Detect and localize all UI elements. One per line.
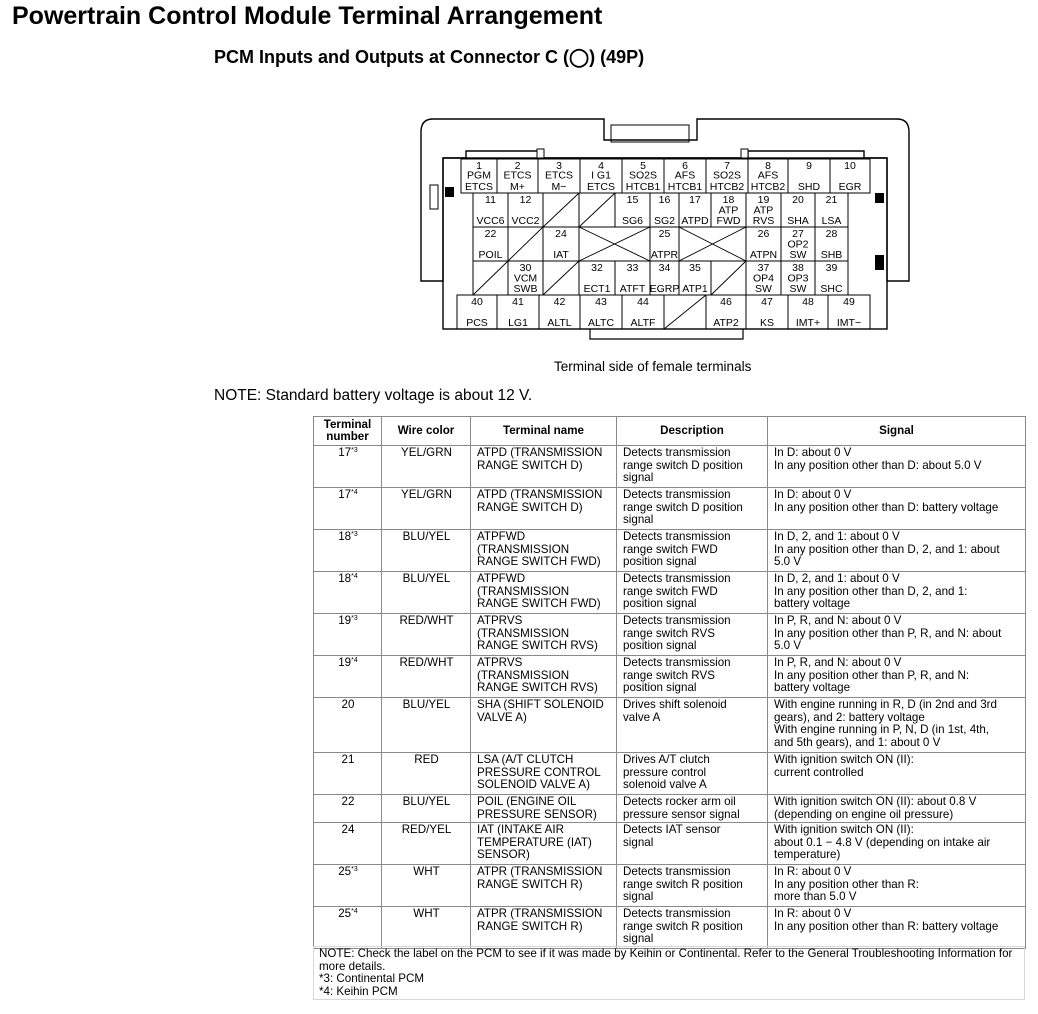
cell-terminal-number: 20 — [314, 698, 382, 753]
terminal-label: FWD — [716, 215, 741, 227]
terminal-label: ATP — [753, 204, 774, 217]
cell-description: Detects transmission range switch R position signal — [617, 865, 768, 907]
header-terminal-name: Terminal name — [471, 417, 617, 446]
table-row — [314, 795, 1026, 823]
terminal-label: M− — [551, 181, 567, 193]
terminal-label: HTCB1 — [625, 181, 661, 193]
terminal-number: 18 — [722, 194, 735, 206]
cell-signal: In P, R, and N: about 0 V In any position other than P, R, and N: about 5.0 V — [768, 614, 1026, 656]
terminal-label: OP4 — [752, 272, 775, 285]
cell-terminal-name: SHA (SHIFT SOLENOID VALVE A) — [471, 698, 617, 753]
terminal-label: SHC — [820, 283, 843, 295]
terminal-label: SHA — [787, 215, 809, 227]
terminal-label: ATP2 — [713, 317, 739, 329]
table-row — [314, 530, 1026, 572]
terminal-label: OP2 — [787, 238, 809, 251]
terminal-number: 30 — [519, 262, 532, 274]
terminal-label: SHD — [797, 181, 821, 193]
terminal-label: VCM — [513, 272, 538, 285]
footnote-marker: *3 — [351, 615, 358, 622]
cell-signal: In D, 2, and 1: about 0 V In any position other than D, 2, and 1: battery voltage — [768, 572, 1026, 614]
cell-terminal-name: ATPRVS (TRANSMISSION RANGE SWITCH RVS) — [471, 614, 617, 656]
terminal-label: HTCB1 — [667, 181, 703, 193]
cell-description: Detects transmission range switch R position signal — [617, 907, 768, 949]
footnote-marker: *4 — [351, 657, 358, 664]
cell-signal: In R: about 0 V In any position other than R: battery voltage — [768, 907, 1026, 949]
cell-terminal-name: ATPR (TRANSMISSION RANGE SWITCH R) — [471, 865, 617, 907]
terminal-number: 34 — [658, 262, 671, 274]
terminal-label: SO2S — [628, 169, 658, 182]
terminal-number: 22 — [484, 228, 497, 240]
cell-terminal-number: 18$^{*3}$ — [314, 530, 382, 572]
terminal-number: 39 — [825, 262, 838, 274]
cell-wire-color: BLU/YEL — [382, 795, 471, 823]
cell-terminal-name: ATPD (TRANSMISSION RANGE SWITCH D) — [471, 488, 617, 530]
terminal-label: EGRP — [649, 283, 680, 295]
terminal-number: 8 — [765, 160, 771, 172]
terminal-label: POIL — [478, 249, 503, 261]
page-title: Powertrain Control Module Terminal Arrangement — [12, 2, 603, 30]
terminal-number: 49 — [843, 296, 855, 308]
terminal-label: ATPN — [749, 249, 778, 261]
cell-wire-color: WHT — [382, 907, 471, 949]
cell-description: Detects IAT sensor signal — [617, 823, 768, 865]
terminal-label: IMT− — [836, 317, 862, 329]
cell-description: Detects transmission range switch RVS position signal — [617, 656, 768, 698]
terminal-label: ATP1 — [682, 283, 708, 295]
terminal-label: PGM — [467, 169, 491, 182]
terminal-number: 46 — [720, 296, 732, 308]
cell-terminal-name: POIL (ENGINE OIL PRESSURE SENSOR) — [471, 795, 617, 823]
terminal-label: ATPR — [650, 249, 679, 261]
terminal-label: RVS — [752, 215, 775, 227]
terminal-number: 27 — [792, 228, 804, 240]
cell-signal: With engine running in R, D (in 2nd and 3rd gears), and 2: battery voltage With engine running in P, N, D (in 1st, 4th, and 5th gears), and 1: about 0 V — [768, 698, 1026, 753]
table-row — [314, 614, 1026, 656]
terminal-number: 16 — [658, 194, 671, 206]
terminal-label: ALTC — [587, 317, 615, 329]
cell-wire-color: RED/WHT — [382, 614, 471, 656]
terminal-label: SW — [789, 249, 807, 261]
battery-voltage-note: NOTE: Standard battery voltage is about 12 V. — [214, 387, 533, 404]
terminal-number: 17 — [689, 194, 701, 206]
footnote-marker: *3 — [351, 447, 358, 454]
terminal-number: 33 — [626, 262, 639, 274]
cell-description: Detects transmission range switch D position signal — [617, 446, 768, 488]
terminal-label: SG2 — [653, 215, 676, 227]
footnote-marker: *3 — [351, 531, 358, 538]
cell-description: Detects rocker arm oil pressure sensor signal — [617, 795, 768, 823]
cell-wire-color: RED/YEL — [382, 823, 471, 865]
terminal-label: SO2S — [712, 169, 742, 182]
cell-signal: In R: about 0 V In any position other than R: more than 5.0 V — [768, 865, 1026, 907]
cell-terminal-number: 21 — [314, 753, 382, 795]
footnote-marker: *4 — [351, 573, 358, 580]
cell-wire-color: RED — [382, 753, 471, 795]
footnote-marker: *4 — [351, 908, 358, 916]
terminal-number: 43 — [595, 296, 607, 308]
cell-signal: In D, 2, and 1: about 0 V In any position other than D, 2, and 1: about 5.0 V — [768, 530, 1026, 572]
cell-terminal-name: ATPD (TRANSMISSION RANGE SWITCH D) — [471, 446, 617, 488]
cell-signal: In D: about 0 V In any position other than D: about 5.0 V — [768, 446, 1026, 488]
cell-terminal-number: 19$^{*3}$ — [314, 614, 382, 656]
cell-description: Detects transmission range switch FWD position signal — [617, 530, 768, 572]
terminal-number: 48 — [802, 296, 814, 308]
terminal-label: HTCB2 — [709, 181, 745, 193]
cell-terminal-name: IAT (INTAKE AIR TEMPERATURE (IAT) SENSOR) — [471, 823, 617, 865]
terminal-label: ECT1 — [583, 283, 611, 295]
terminal-signal-table — [313, 416, 1026, 949]
terminal-number: 12 — [519, 194, 532, 206]
footnote-marker: *4 — [351, 489, 358, 496]
blank-slash — [508, 227, 543, 261]
cell-wire-color: BLU/YEL — [382, 698, 471, 753]
connector-caption: Terminal side of female terminals — [554, 359, 752, 374]
cell-signal: With ignition switch ON (II): current controlled — [768, 753, 1026, 795]
terminal-number: 2 — [514, 160, 521, 172]
terminal-number: 21 — [825, 194, 838, 206]
cell-terminal-number: 24 — [314, 823, 382, 865]
terminal-label: VCC6 — [476, 215, 505, 227]
cell-signal: In P, R, and N: about 0 V In any position other than P, R, and N: battery voltage — [768, 656, 1026, 698]
footnotes — [313, 946, 1025, 1000]
cell-terminal-number: 19$^{*4}$ — [314, 656, 382, 698]
cell-terminal-name: ATPRVS (TRANSMISSION RANGE SWITCH RVS) — [471, 656, 617, 698]
terminal-label: PCS — [466, 317, 488, 329]
terminal-number: 44 — [637, 296, 649, 308]
table-header-row — [314, 417, 1026, 446]
table-row — [314, 823, 1026, 865]
cell-wire-color: YEL/GRN — [382, 446, 471, 488]
terminal-label: ATFT — [619, 283, 646, 295]
terminal-label: HTCB2 — [750, 181, 786, 193]
terminal-label: OP3 — [787, 272, 809, 285]
header-description: Description — [617, 417, 768, 446]
cell-terminal-number: 17$^{*4}$ — [314, 488, 382, 530]
cell-terminal-number: 25$^{*4}$ — [314, 907, 382, 949]
cell-wire-color: RED/WHT — [382, 656, 471, 698]
terminal-label: SW — [789, 283, 807, 295]
terminal-number: 1 — [476, 160, 482, 172]
terminal-label: ALTF — [630, 317, 656, 329]
terminal-label: ETCS — [544, 169, 574, 182]
terminal-number: 3 — [556, 160, 562, 172]
terminal-number: 20 — [792, 194, 804, 206]
cell-signal: With ignition switch ON (II): about 0.8 V (depending on engine oil pressure) — [768, 795, 1026, 823]
cell-terminal-name: LSA (A/T CLUTCH PRESSURE CONTROL SOLENOID VALVE A) — [471, 753, 617, 795]
cell-description: Detects transmission range switch D position signal — [617, 488, 768, 530]
terminal-label: AFS — [757, 169, 779, 182]
terminal-label: IAT — [553, 249, 569, 261]
blank-slash — [664, 295, 706, 329]
terminal-label: ALTL — [547, 317, 572, 329]
blank-slash — [579, 193, 615, 227]
terminal-label: M+ — [510, 181, 525, 193]
terminal-label: ETCS — [464, 181, 494, 193]
header-terminal-number: Terminal number — [314, 417, 382, 446]
page-subtitle: PCM Inputs and Outputs at Connector C (◯) (49P) — [214, 47, 645, 67]
cell-terminal-number: 18$^{*4}$ — [314, 572, 382, 614]
footnote-marker: *3 — [351, 866, 358, 874]
blank-slash — [711, 261, 746, 295]
cell-description: Detects transmission range switch RVS position signal — [617, 614, 768, 656]
table-row — [314, 753, 1026, 795]
terminal-number: 40 — [471, 296, 483, 308]
table-row — [314, 698, 1026, 753]
terminal-number: 42 — [553, 296, 566, 308]
blank-slash — [543, 193, 579, 227]
blank-slash — [473, 261, 508, 295]
terminal-number: 32 — [591, 262, 603, 274]
terminal-label: LG1 — [508, 317, 528, 329]
table-row — [314, 656, 1026, 698]
table-row — [314, 907, 1026, 949]
footnote-keihin: *4: Keihin PCM — [319, 984, 398, 998]
terminal-number: 9 — [806, 160, 812, 172]
terminal-number: 25 — [658, 228, 671, 240]
terminal-number: 37 — [757, 262, 770, 274]
terminal-number: 38 — [792, 262, 804, 274]
terminal-label: SG6 — [621, 215, 644, 227]
terminal-number: 7 — [724, 160, 730, 172]
terminal-number: 19 — [757, 194, 770, 206]
cell-signal: In D: about 0 V In any position other than D: battery voltage — [768, 488, 1026, 530]
cell-description: Detects transmission range switch FWD position signal — [617, 572, 768, 614]
terminal-label: AFS — [674, 169, 696, 182]
terminal-number: 47 — [761, 296, 773, 308]
table-row — [314, 446, 1026, 488]
cell-terminal-name: ATPR (TRANSMISSION RANGE SWITCH R) — [471, 907, 617, 949]
terminal-label: I G1 — [591, 169, 611, 182]
blank-slash — [543, 261, 579, 295]
cell-terminal-name: ATPFWD (TRANSMISSION RANGE SWITCH FWD) — [471, 572, 617, 614]
terminal-number: 6 — [682, 160, 688, 172]
terminal-number: 11 — [485, 194, 496, 206]
cell-terminal-name: ATPFWD (TRANSMISSION RANGE SWITCH FWD) — [471, 530, 617, 572]
terminal-label: KS — [759, 317, 775, 329]
terminal-number: 4 — [598, 160, 604, 172]
terminal-number: 10 — [844, 160, 856, 172]
terminal-label: LSA — [821, 215, 842, 227]
terminal-label: ATP — [718, 204, 739, 217]
table-row — [314, 865, 1026, 907]
terminal-label: SHB — [820, 249, 843, 261]
connector-diagram — [0, 0, 1038, 360]
terminal-number: 5 — [640, 160, 646, 172]
header-signal: Signal — [768, 417, 1026, 446]
terminal-label: VCC2 — [511, 215, 540, 227]
cell-description: Drives A/T clutch pressure control solenoid valve A — [617, 753, 768, 795]
cell-terminal-number: 22 — [314, 795, 382, 823]
cell-terminal-number: 17$^{*3}$ — [314, 446, 382, 488]
footnote-continental: *3: Continental PCM — [319, 972, 425, 986]
terminal-label: ATPD — [681, 215, 709, 227]
terminal-number: 35 — [689, 262, 701, 274]
terminal-number: 24 — [555, 228, 567, 240]
cell-wire-color: BLU/YEL — [382, 530, 471, 572]
terminal-label: ETCS — [586, 181, 616, 193]
cell-wire-color: WHT — [382, 865, 471, 907]
cell-wire-color: YEL/GRN — [382, 488, 471, 530]
terminal-number: 28 — [825, 228, 838, 240]
terminal-label: SW — [755, 283, 772, 295]
terminal-label: ETCS — [503, 169, 532, 182]
terminal-number: 41 — [512, 296, 524, 308]
terminal-number: 26 — [757, 228, 770, 240]
terminal-number: 15 — [626, 194, 639, 206]
cell-signal: With ignition switch ON (II): about 0.1 − 4.8 V (depending on intake air temperature) — [768, 823, 1026, 865]
terminal-label: IMT+ — [795, 317, 821, 329]
header-wire-color: Wire color — [382, 417, 471, 446]
cell-terminal-number: 25$^{*3}$ — [314, 865, 382, 907]
cell-description: Drives shift solenoid valve A — [617, 698, 768, 753]
table-row — [314, 488, 1026, 530]
terminal-label: EGR — [838, 181, 862, 193]
terminal-label: SWB — [513, 283, 538, 295]
table-row — [314, 572, 1026, 614]
cell-wire-color: BLU/YEL — [382, 572, 471, 614]
footnote-note: NOTE: Check the label on the PCM to see if it was made by Keihin or Continental. Refer to the General Troubleshooting Information for more details. — [319, 947, 1013, 973]
